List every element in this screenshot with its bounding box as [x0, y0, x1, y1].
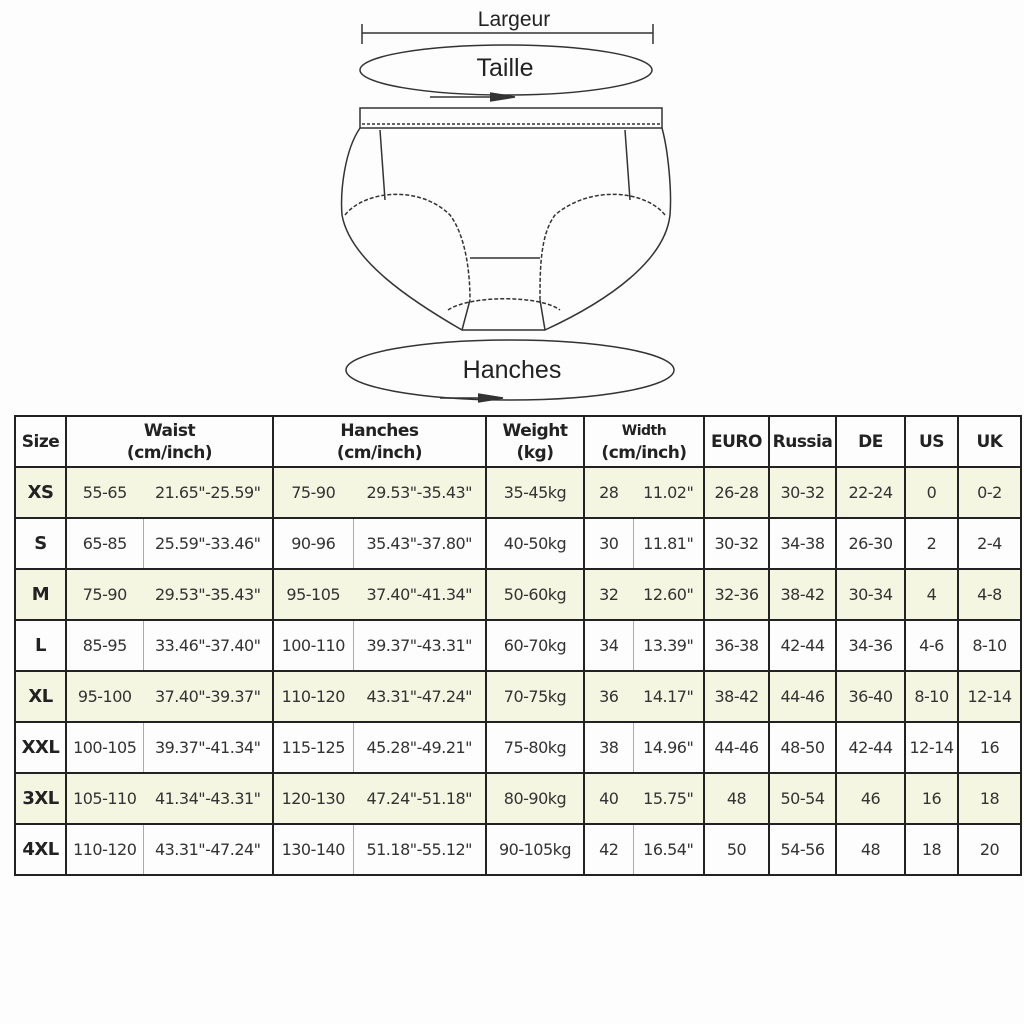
table-row	[15, 824, 1021, 875]
cell-waist-in: 39.37"-41.34"	[143, 722, 273, 773]
cell-hips-in: 37.40"-41.34"	[353, 569, 486, 620]
cell-uk: 16	[958, 722, 1021, 773]
cell-euro: 38-42	[704, 671, 769, 722]
cell-us: 8-10	[905, 671, 958, 722]
cell-hips-in: 47.24"-51.18"	[353, 773, 486, 824]
cell-de: 22-24	[836, 467, 905, 518]
cell-de: 42-44	[836, 722, 905, 773]
cell-euro: 26-28	[704, 467, 769, 518]
cell-hips-cm: 75-90	[273, 467, 353, 518]
cell-us: 2	[905, 518, 958, 569]
cell-size: M	[15, 569, 66, 620]
cell-russia: 30-32	[769, 467, 836, 518]
cell-size: L	[15, 620, 66, 671]
header-us: US	[905, 416, 958, 467]
cell-hips-in: 39.37"-43.31"	[353, 620, 486, 671]
header-weight-unit: (kg)	[516, 442, 554, 463]
width-label: Largeur	[477, 8, 551, 31]
cell-euro: 30-32	[704, 518, 769, 569]
cell-width-cm: 36	[584, 671, 633, 722]
cell-width-in: 14.96"	[633, 722, 704, 773]
cell-width-in: 11.81"	[633, 518, 704, 569]
header-uk: UK	[958, 416, 1021, 467]
cell-de: 36-40	[836, 671, 905, 722]
cell-waist-in: 21.65"-25.59"	[143, 467, 273, 518]
header-weight-title: Weight	[502, 420, 568, 441]
cell-hips-cm: 130-140	[273, 824, 353, 875]
header-hips-unit: (cm/inch)	[336, 442, 423, 463]
cell-euro: 50	[704, 824, 769, 875]
table-row	[15, 569, 1021, 620]
cell-hips-cm: 110-120	[273, 671, 353, 722]
cell-size: 4XL	[15, 824, 66, 875]
cell-waist-in: 43.31"-47.24"	[143, 824, 273, 875]
cell-width-cm: 34	[584, 620, 633, 671]
cell-russia: 34-38	[769, 518, 836, 569]
cell-us: 16	[905, 773, 958, 824]
cell-weight: 75-80kg	[486, 722, 584, 773]
cell-russia: 42-44	[769, 620, 836, 671]
cell-uk: 12-14	[958, 671, 1021, 722]
cell-size: XL	[15, 671, 66, 722]
header-de: DE	[836, 416, 905, 467]
cell-width-cm: 28	[584, 467, 633, 518]
cell-hips-cm: 115-125	[273, 722, 353, 773]
cell-size: 3XL	[15, 773, 66, 824]
cell-weight: 60-70kg	[486, 620, 584, 671]
size-chart-table	[14, 415, 1022, 876]
cell-waist-cm: 100-105	[66, 722, 143, 773]
table-row	[15, 671, 1021, 722]
cell-size: S	[15, 518, 66, 569]
cell-uk: 2-4	[958, 518, 1021, 569]
cell-weight: 90-105kg	[486, 824, 584, 875]
cell-waist-cm: 110-120	[66, 824, 143, 875]
cell-de: 30-34	[836, 569, 905, 620]
briefs-outline	[342, 108, 671, 330]
cell-hips-in: 45.28"-49.21"	[353, 722, 486, 773]
waist-label: Taille	[476, 54, 534, 82]
cell-de: 46	[836, 773, 905, 824]
cell-hips-in: 43.31"-47.24"	[353, 671, 486, 722]
cell-size: XS	[15, 467, 66, 518]
table-row	[15, 722, 1021, 773]
cell-waist-in: 25.59"-33.46"	[143, 518, 273, 569]
cell-width-cm: 42	[584, 824, 633, 875]
cell-width-cm: 30	[584, 518, 633, 569]
cell-weight: 50-60kg	[486, 569, 584, 620]
header-euro: EURO	[704, 416, 769, 467]
table-row	[15, 620, 1021, 671]
cell-russia: 54-56	[769, 824, 836, 875]
cell-hips-cm: 120-130	[273, 773, 353, 824]
table-row	[15, 518, 1021, 569]
cell-waist-cm: 75-90	[66, 569, 143, 620]
cell-weight: 40-50kg	[486, 518, 584, 569]
cell-uk: 8-10	[958, 620, 1021, 671]
cell-euro: 44-46	[704, 722, 769, 773]
cell-hips-in: 35.43"-37.80"	[353, 518, 486, 569]
cell-size: XXL	[15, 722, 66, 773]
cell-waist-cm: 65-85	[66, 518, 143, 569]
header-hips	[273, 416, 486, 467]
cell-width-in: 16.54"	[633, 824, 704, 875]
cell-us: 4-6	[905, 620, 958, 671]
cell-euro: 48	[704, 773, 769, 824]
cell-us: 18	[905, 824, 958, 875]
cell-width-cm: 40	[584, 773, 633, 824]
cell-uk: 18	[958, 773, 1021, 824]
header-waist-unit: (cm/inch)	[126, 442, 213, 463]
cell-russia: 50-54	[769, 773, 836, 824]
cell-waist-cm: 105-110	[66, 773, 143, 824]
cell-waist-in: 29.53"-35.43"	[143, 569, 273, 620]
cell-russia: 38-42	[769, 569, 836, 620]
header-width-title: Width	[621, 423, 667, 439]
cell-waist-cm: 55-65	[66, 467, 143, 518]
cell-waist-in: 33.46"-37.40"	[143, 620, 273, 671]
cell-russia: 48-50	[769, 722, 836, 773]
cell-waist-cm: 85-95	[66, 620, 143, 671]
cell-hips-in: 51.18"-55.12"	[353, 824, 486, 875]
cell-waist-in: 41.34"-43.31"	[143, 773, 273, 824]
cell-hips-in: 29.53"-35.43"	[353, 467, 486, 518]
cell-russia: 44-46	[769, 671, 836, 722]
cell-width-in: 13.39"	[633, 620, 704, 671]
hips-label: Hanches	[462, 356, 562, 384]
cell-width-cm: 32	[584, 569, 633, 620]
cell-us: 12-14	[905, 722, 958, 773]
cell-width-in: 12.60"	[633, 569, 704, 620]
header-row	[15, 416, 1021, 467]
cell-uk: 4-8	[958, 569, 1021, 620]
cell-de: 34-36	[836, 620, 905, 671]
cell-euro: 32-36	[704, 569, 769, 620]
cell-width-cm: 38	[584, 722, 633, 773]
cell-waist-cm: 95-100	[66, 671, 143, 722]
cell-uk: 0-2	[958, 467, 1021, 518]
cell-hips-cm: 95-105	[273, 569, 353, 620]
cell-width-in: 15.75"	[633, 773, 704, 824]
table-row	[15, 773, 1021, 824]
header-width-unit: (cm/inch)	[601, 443, 687, 463]
cell-weight: 35-45kg	[486, 467, 584, 518]
header-size: Size	[15, 416, 66, 467]
cell-hips-cm: 90-96	[273, 518, 353, 569]
cell-de: 48	[836, 824, 905, 875]
header-russia: Russia	[769, 416, 836, 467]
cell-uk: 20	[958, 824, 1021, 875]
header-hips-title: Hanches	[340, 420, 419, 441]
table-row	[15, 467, 1021, 518]
cell-us: 0	[905, 467, 958, 518]
cell-us: 4	[905, 569, 958, 620]
cell-euro: 36-38	[704, 620, 769, 671]
cell-hips-cm: 100-110	[273, 620, 353, 671]
cell-weight: 80-90kg	[486, 773, 584, 824]
cell-de: 26-30	[836, 518, 905, 569]
cell-waist-in: 37.40"-39.37"	[143, 671, 273, 722]
cell-width-in: 11.02"	[633, 467, 704, 518]
cell-width-in: 14.17"	[633, 671, 704, 722]
header-waist	[66, 416, 273, 467]
header-waist-title: Waist	[143, 420, 196, 441]
cell-weight: 70-75kg	[486, 671, 584, 722]
header-weight	[486, 416, 584, 467]
header-width	[584, 416, 704, 467]
